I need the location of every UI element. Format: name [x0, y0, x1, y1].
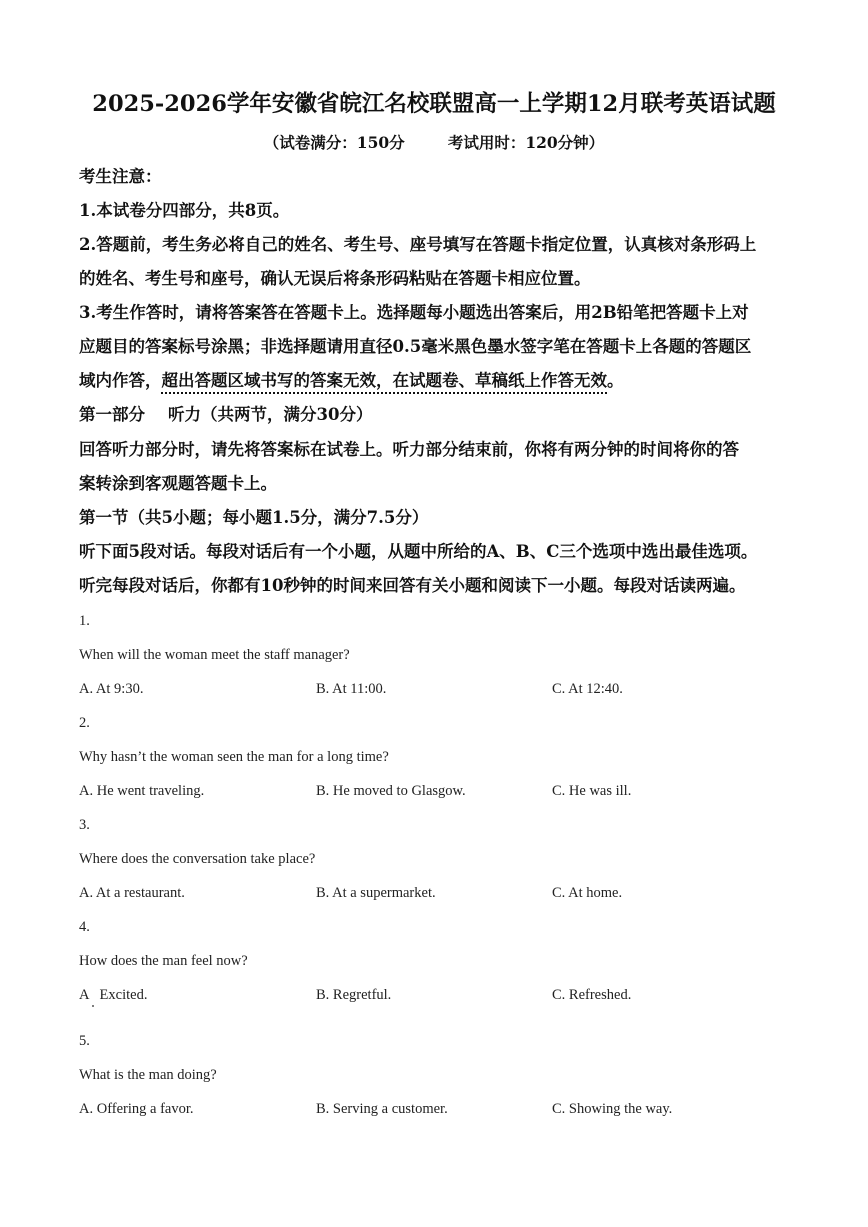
exam-title: 2025-2026学年安徽省皖江名校联盟高一上学期12月联考英语试题: [92, 91, 776, 117]
notice-item-3-line-3: [79, 371, 624, 391]
option-b: B. Regretful.: [316, 987, 392, 1003]
option-c: C. Refreshed.: [552, 987, 632, 1003]
notice-item-3-line-3-end: 。: [607, 371, 624, 390]
question-text: Why hasn’t the woman seen the man for a long time?: [79, 749, 389, 765]
section-1-heading: 第一节（共5小题；每小题1.5分，满分7.5分）: [79, 508, 429, 527]
stray-dot-mark: [92, 1005, 94, 1007]
option-a: A. At 9:30.: [79, 681, 144, 697]
part-1-intro-line-2: 案转涂到客观题答题卡上。: [79, 474, 277, 493]
notice-item-2-line-2: 的姓名、考生号和座号，确认无误后将条形码粘贴在答题卡相应位置。: [79, 269, 591, 288]
option-a: A. Offering a favor.: [79, 1101, 194, 1117]
option-b: B. At a supermarket.: [316, 885, 436, 901]
question-number: 1.: [79, 613, 90, 629]
option-b: B. Serving a customer.: [316, 1101, 448, 1117]
part-1-heading: 第一部分 听力（共两节，满分30分）: [79, 405, 373, 424]
question-number: 3.: [79, 817, 90, 833]
notice-heading: 考生注意：: [79, 167, 162, 186]
notice-item-3-line-3-start: 域内作答，: [79, 371, 162, 390]
option-c: C. He was ill.: [552, 783, 632, 799]
option-a: A Excited.: [79, 987, 148, 1003]
question-text: When will the woman meet the staff manager?: [79, 647, 350, 663]
option-c: C. Showing the way.: [552, 1101, 673, 1117]
option-b: B. At 11:00.: [316, 681, 387, 697]
section-1-instructions-line-1: 听下面5段对话。每段对话后有一个小题，从题中所给的A、B、C三个选项中选出最佳选项。: [79, 542, 758, 561]
exam-subtitle: （试卷满分：150分 考试用时：120分钟）: [263, 133, 605, 152]
notice-item-1: 1.本试卷分四部分，共8页。: [79, 201, 290, 220]
notice-item-3-line-1: 3.考生作答时，请将答案答在答题卡上。选择题每小题选出答案后，用2B铅笔把答题卡上对: [79, 303, 749, 322]
option-b: B. He moved to Glasgow.: [316, 783, 466, 799]
option-c: C. At 12:40.: [552, 681, 623, 697]
section-1-instructions-line-2: 听完每段对话后，你都有10秒钟的时间来回答有关小题和阅读下一小题。每段对话读两遍。: [79, 576, 746, 595]
question-number: 2.: [79, 715, 90, 731]
notice-item-2-line-1: 2.答题前，考生务必将自己的姓名、考生号、座号填写在答题卡指定位置，认真核对条形码上: [79, 235, 757, 254]
option-c: C. At home.: [552, 885, 623, 901]
question-number: 5.: [79, 1033, 90, 1049]
part-1-intro-line-1: 回答听力部分时，请先将答案标在试卷上。听力部分结束前，你将有两分钟的时间将你的答: [79, 440, 739, 459]
question-text: What is the man doing?: [79, 1067, 217, 1083]
notice-emphasis-text: 超出答题区域书写的答案无效，在试题卷、草稿纸上作答无效: [161, 371, 607, 390]
option-a: A. He went traveling.: [79, 783, 205, 799]
notice-item-3-line-2: 应题目的答案标号涂黑；非选择题请用直径0.5毫米黑色墨水签字笔在答题卡上各题的答题区: [79, 337, 752, 356]
option-a: A. At a restaurant.: [79, 885, 185, 901]
question-text: Where does the conversation take place?: [79, 851, 316, 867]
question-text: How does the man feel now?: [79, 953, 248, 969]
question-number: 4.: [79, 919, 90, 935]
